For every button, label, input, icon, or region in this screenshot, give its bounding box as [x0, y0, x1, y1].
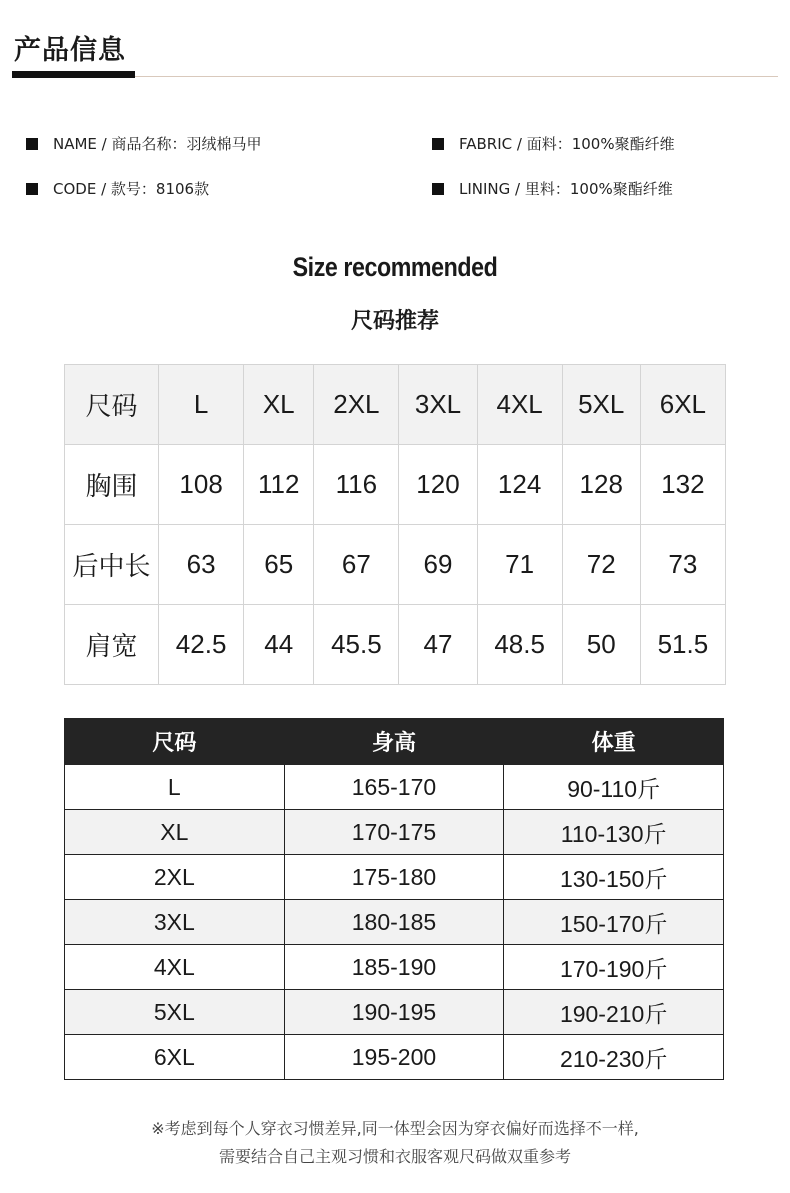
- header-cell: L: [159, 365, 244, 445]
- table-row: [65, 900, 724, 945]
- table-cell: 4XL: [65, 945, 285, 990]
- table-cell: 5XL: [65, 990, 285, 1035]
- header-cell: 4XL: [477, 365, 562, 445]
- table-cell: 73: [640, 525, 725, 605]
- table-row: [65, 1035, 724, 1080]
- table-cell: 150-170斤: [504, 900, 724, 945]
- table-cell: 110-130斤: [504, 810, 724, 855]
- header-cell: 尺码: [65, 365, 159, 445]
- row-label: 肩宽: [65, 605, 159, 685]
- page-title: 产品信息: [14, 35, 126, 66]
- table-cell: 170-190斤: [504, 945, 724, 990]
- note-line-1: ※考虑到每个人穿衣习惯差异,同一体型会因为穿衣偏好而选择不一样,: [151, 1119, 639, 1138]
- table-cell: 67: [314, 525, 399, 605]
- table-cell: 47: [399, 605, 477, 685]
- info-fabric-text: FABRIC / 面料：100%聚酯纤维: [459, 135, 675, 153]
- table-cell: 65: [244, 525, 314, 605]
- table-cell: 112: [244, 445, 314, 525]
- size-table: [64, 364, 726, 685]
- body-size-table: [64, 718, 724, 1080]
- table-cell: 190-195: [284, 990, 504, 1035]
- table-cell: 170-175: [284, 810, 504, 855]
- table-cell: 165-170: [284, 765, 504, 810]
- header-cell: 6XL: [640, 365, 725, 445]
- table-row: [65, 445, 726, 525]
- table-cell: 175-180: [284, 855, 504, 900]
- bullet-square-icon: [432, 138, 444, 150]
- table-row: [65, 990, 724, 1035]
- table-cell: 195-200: [284, 1035, 504, 1080]
- table-cell: 69: [399, 525, 477, 605]
- table-cell: 190-210斤: [504, 990, 724, 1035]
- info-lining-text: LINING / 里料：100%聚酯纤维: [459, 180, 673, 198]
- header-cell: 体重: [504, 719, 724, 765]
- row-label: 胸围: [65, 445, 159, 525]
- header-cell: 尺码: [65, 719, 285, 765]
- table-cell: 6XL: [65, 1035, 285, 1080]
- table-cell: 210-230斤: [504, 1035, 724, 1080]
- header-cell: 5XL: [562, 365, 640, 445]
- table-cell: 90-110斤: [504, 765, 724, 810]
- table-cell: 3XL: [65, 900, 285, 945]
- table-cell: 42.5: [159, 605, 244, 685]
- table-cell: 44: [244, 605, 314, 685]
- header-cell: 3XL: [399, 365, 477, 445]
- bullet-square-icon: [432, 183, 444, 195]
- table-cell: 48.5: [477, 605, 562, 685]
- table-cell: 45.5: [314, 605, 399, 685]
- table-cell: 180-185: [284, 900, 504, 945]
- table-cell: 63: [159, 525, 244, 605]
- info-fabric: [432, 133, 675, 154]
- row-label: 后中长: [65, 525, 159, 605]
- size-table-header: [65, 365, 726, 445]
- table-cell: 72: [562, 525, 640, 605]
- table-row: [65, 855, 724, 900]
- bullet-square-icon: [26, 183, 38, 195]
- bullet-square-icon: [26, 138, 38, 150]
- table-row: [65, 525, 726, 605]
- table-row: [65, 945, 724, 990]
- body-table-header: [65, 719, 724, 765]
- table-cell: 108: [159, 445, 244, 525]
- table-cell: 185-190: [284, 945, 504, 990]
- table-cell: 50: [562, 605, 640, 685]
- table-cell: L: [65, 765, 285, 810]
- table-row: [65, 765, 724, 810]
- info-code: [26, 178, 209, 199]
- info-name: [26, 133, 262, 154]
- header-cell: XL: [244, 365, 314, 445]
- header-accent-bar: [12, 71, 135, 78]
- header-cell: 身高: [284, 719, 504, 765]
- table-cell: 124: [477, 445, 562, 525]
- table-cell: 71: [477, 525, 562, 605]
- info-name-text: NAME / 商品名称：羽绒棉马甲: [53, 135, 262, 153]
- table-row: [65, 810, 724, 855]
- table-cell: 116: [314, 445, 399, 525]
- table-cell: 2XL: [65, 855, 285, 900]
- table-cell: 132: [640, 445, 725, 525]
- table-cell: 128: [562, 445, 640, 525]
- header-cell: 2XL: [314, 365, 399, 445]
- table-cell: 51.5: [640, 605, 725, 685]
- note-line-2: 需要结合自己主观习惯和衣服客观尺码做双重参考: [218, 1147, 571, 1166]
- section-title-cn: 尺码推荐: [350, 309, 439, 334]
- table-cell: 130-150斤: [504, 855, 724, 900]
- section-title-en: Size recommended: [292, 252, 498, 282]
- page-header: [0, 0, 790, 90]
- table-cell: XL: [65, 810, 285, 855]
- table-row: [65, 605, 726, 685]
- table-cell: 120: [399, 445, 477, 525]
- info-code-text: CODE / 款号：8106款: [53, 180, 210, 198]
- info-lining: [432, 178, 673, 199]
